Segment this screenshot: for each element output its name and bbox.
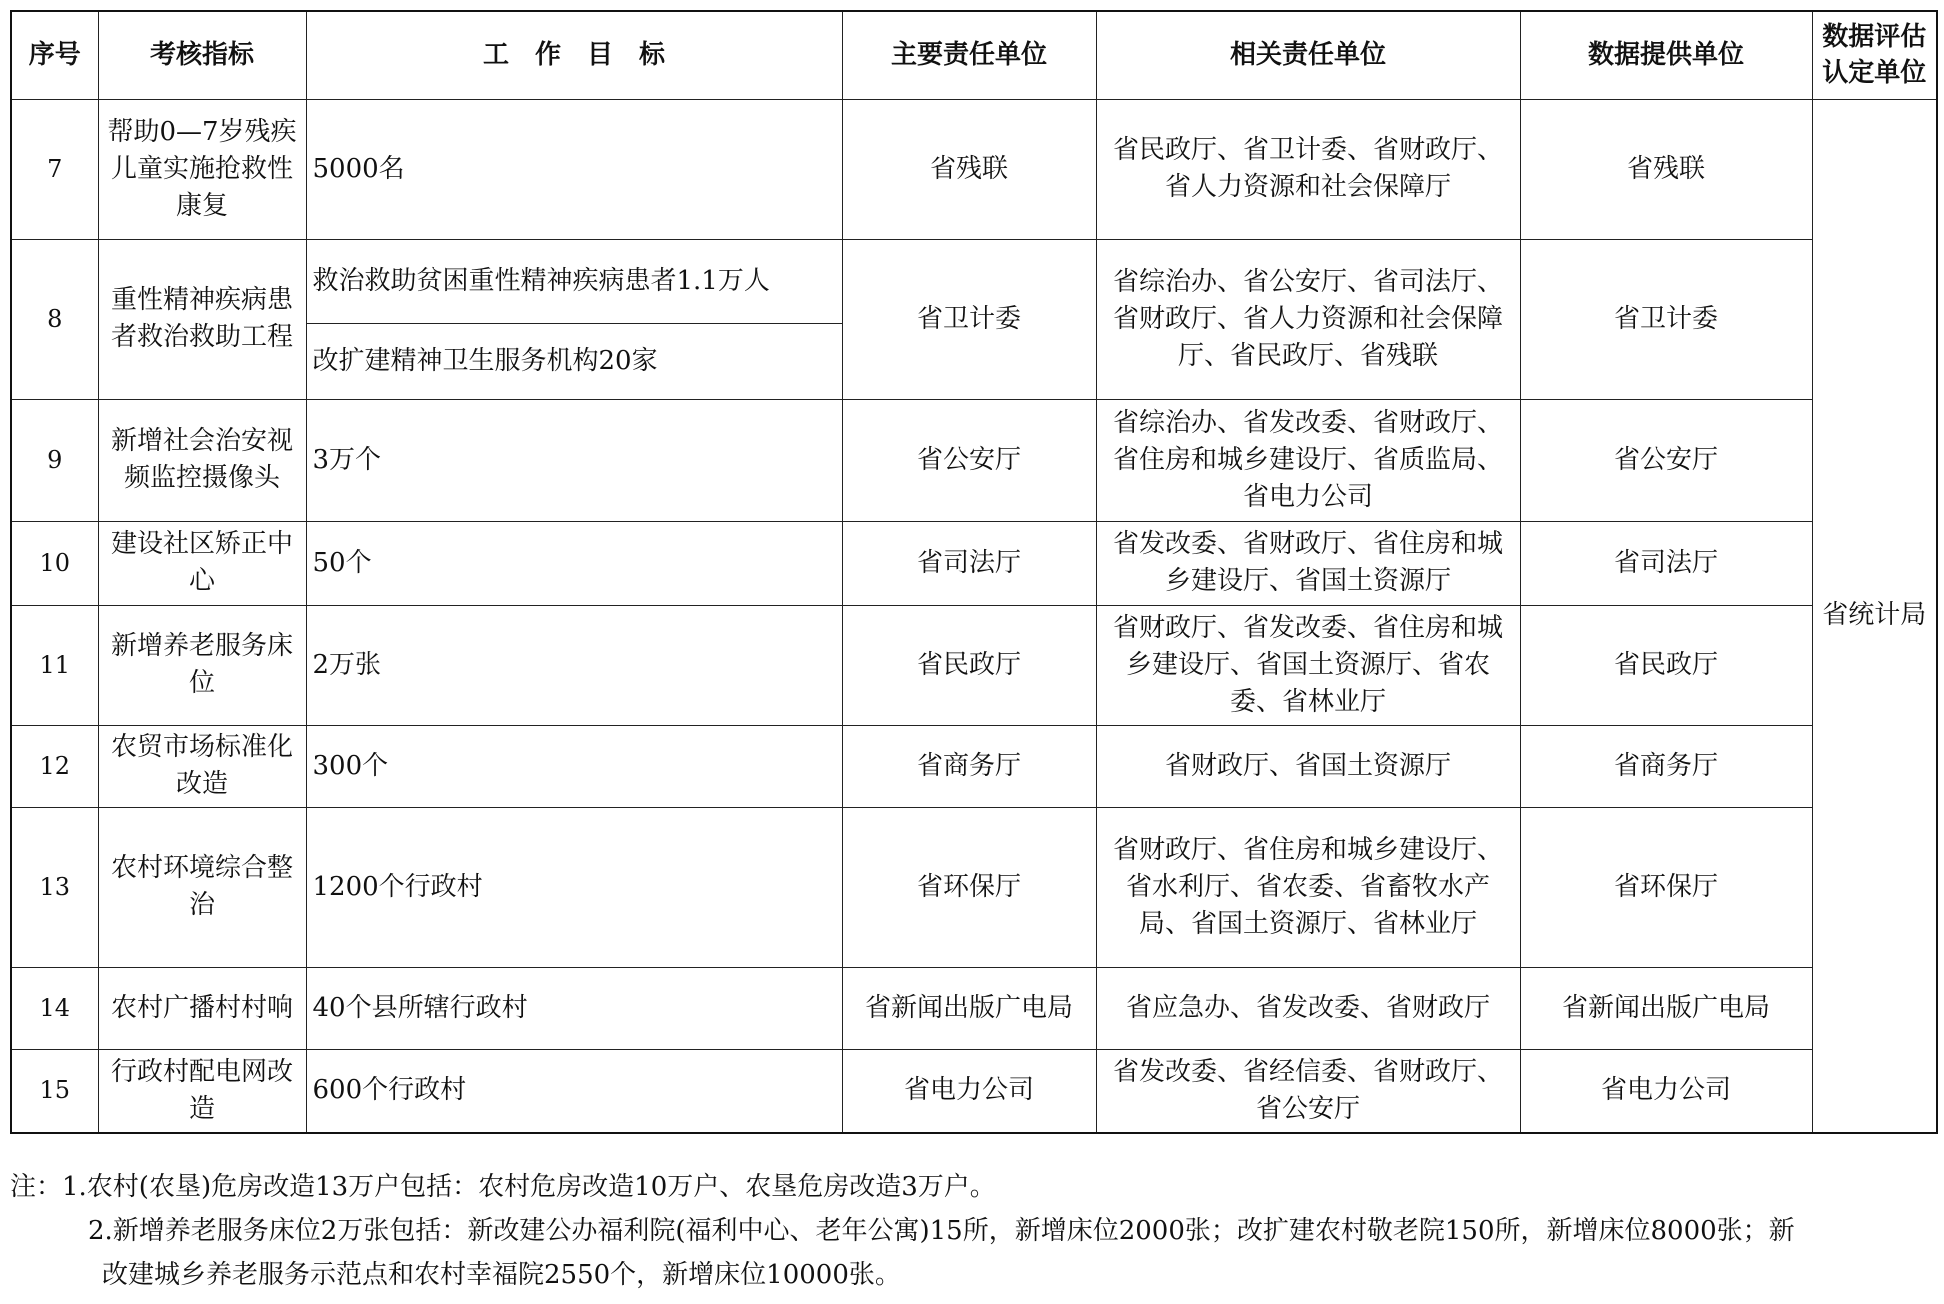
row-target: 救治救助贫困重性精神疾病患者1.1万人 [307,240,842,324]
row-seq: 13 [11,807,98,967]
header-assess-unit: 数据评估认定单位 [1812,11,1937,99]
row-indicator: 行政村配电网改造 [98,1049,306,1133]
row-seq: 14 [11,967,98,1049]
row-main-unit: 省公安厅 [842,399,1096,521]
row-target-secondary: 改扩建精神卫生服务机构20家 [312,345,658,376]
row-data-unit: 省公安厅 [1520,399,1812,521]
row-main-unit: 省环保厅 [842,807,1096,967]
row-seq: 11 [11,605,98,725]
header-main-unit: 主要责任单位 [842,11,1096,99]
row-target: 3万个 [306,399,842,521]
footnotes [10,1165,1930,1297]
header-related-unit: 相关责任单位 [1096,11,1520,99]
row-target: 600个行政村 [306,1049,842,1133]
row-seq: 9 [11,399,98,521]
row-seq: 12 [11,725,98,807]
footnote-2-continued: 改建城乡养老服务示范点和农村幸福院2550个，新增床位10000张。 [102,1260,901,1290]
assessment-table [10,10,1938,1134]
row-indicator: 新增养老服务床位 [98,605,306,725]
row-related-unit: 省综治办、省公安厅、省司法厅、省财政厅、省人力资源和社会保障厅、省民政厅、省残联 [1096,239,1520,399]
table-row [11,725,1937,807]
row-indicator: 建设社区矫正中心 [98,521,306,605]
assess-unit-cell: 省统计局 [1812,99,1937,1133]
row-target: 5000名 [306,99,842,239]
table-row [11,1049,1937,1133]
row-main-unit: 省卫计委 [842,239,1096,399]
row-data-unit: 省卫计委 [1520,239,1812,399]
row-related-unit: 省财政厅、省住房和城乡建设厅、省水利厅、省农委、省畜牧水产局、省国土资源厅、省林业厅 [1096,807,1520,967]
table-row [11,605,1937,725]
row-data-unit: 省环保厅 [1520,807,1812,967]
row-indicator: 农村广播村村响 [98,967,306,1049]
footnote-1: 注：1.农村(农垦)危房改造13万户包括：农村危房改造10万户、农垦危房改造3万户。 [10,1172,996,1202]
header-target: 工 作 目 标 [306,11,842,99]
row-main-unit: 省新闻出版广电局 [842,967,1096,1049]
table-row [11,521,1937,605]
row-related-unit: 省发改委、省经信委、省财政厅、省公安厅 [1096,1049,1520,1133]
row-seq: 15 [11,1049,98,1133]
row-target: 40个县所辖行政村 [306,967,842,1049]
row-related-unit: 省应急办、省发改委、省财政厅 [1096,967,1520,1049]
row-seq: 10 [11,521,98,605]
row-indicator: 新增社会治安视频监控摄像头 [98,399,306,521]
row-seq: 8 [11,239,98,399]
row-main-unit: 省残联 [842,99,1096,239]
table-row [11,967,1937,1049]
row-related-unit: 省民政厅、省卫计委、省财政厅、省人力资源和社会保障厅 [1096,99,1520,239]
row-data-unit: 省电力公司 [1520,1049,1812,1133]
header-data-unit: 数据提供单位 [1520,11,1812,99]
row-related-unit: 省发改委、省财政厅、省住房和城乡建设厅、省国土资源厅 [1096,521,1520,605]
row-target: 2万张 [306,605,842,725]
row-target: 50个 [306,521,842,605]
row-main-unit: 省商务厅 [842,725,1096,807]
row-indicator: 帮助0—7岁残疾儿童实施抢救性康复 [98,99,306,239]
row-data-unit: 省残联 [1520,99,1812,239]
row-target: 300个 [306,725,842,807]
row-data-unit: 省司法厅 [1520,521,1812,605]
row-data-unit: 省商务厅 [1520,725,1812,807]
row-target-split [306,239,842,399]
table-row [11,807,1937,967]
row-indicator: 农村环境综合整治 [98,807,306,967]
row-main-unit: 省民政厅 [842,605,1096,725]
footnote-2: 2.新增养老服务床位2万张包括：新改建公办福利院(福利中心、老年公寓)15所，新增床位2000张；改扩建农村敬老院150所，新增床位8000张；新 [88,1216,1795,1246]
row-related-unit: 省财政厅、省国土资源厅 [1096,725,1520,807]
header-seq: 序号 [11,11,98,99]
table-row [11,99,1937,239]
row-indicator: 重性精神疾病患者救治救助工程 [98,239,306,399]
table-row [11,239,1937,399]
row-data-unit: 省民政厅 [1520,605,1812,725]
header-indicator: 考核指标 [98,11,306,99]
table-row [11,399,1937,521]
row-main-unit: 省司法厅 [842,521,1096,605]
row-target: 1200个行政村 [306,807,842,967]
header-row [11,11,1937,99]
row-related-unit: 省综治办、省发改委、省财政厅、省住房和城乡建设厅、省质监局、省电力公司 [1096,399,1520,521]
row-data-unit: 省新闻出版广电局 [1520,967,1812,1049]
row-seq: 7 [11,99,98,239]
row-related-unit: 省财政厅、省发改委、省住房和城乡建设厅、省国土资源厅、省农委、省林业厅 [1096,605,1520,725]
row-indicator: 农贸市场标准化改造 [98,725,306,807]
row-main-unit: 省电力公司 [842,1049,1096,1133]
